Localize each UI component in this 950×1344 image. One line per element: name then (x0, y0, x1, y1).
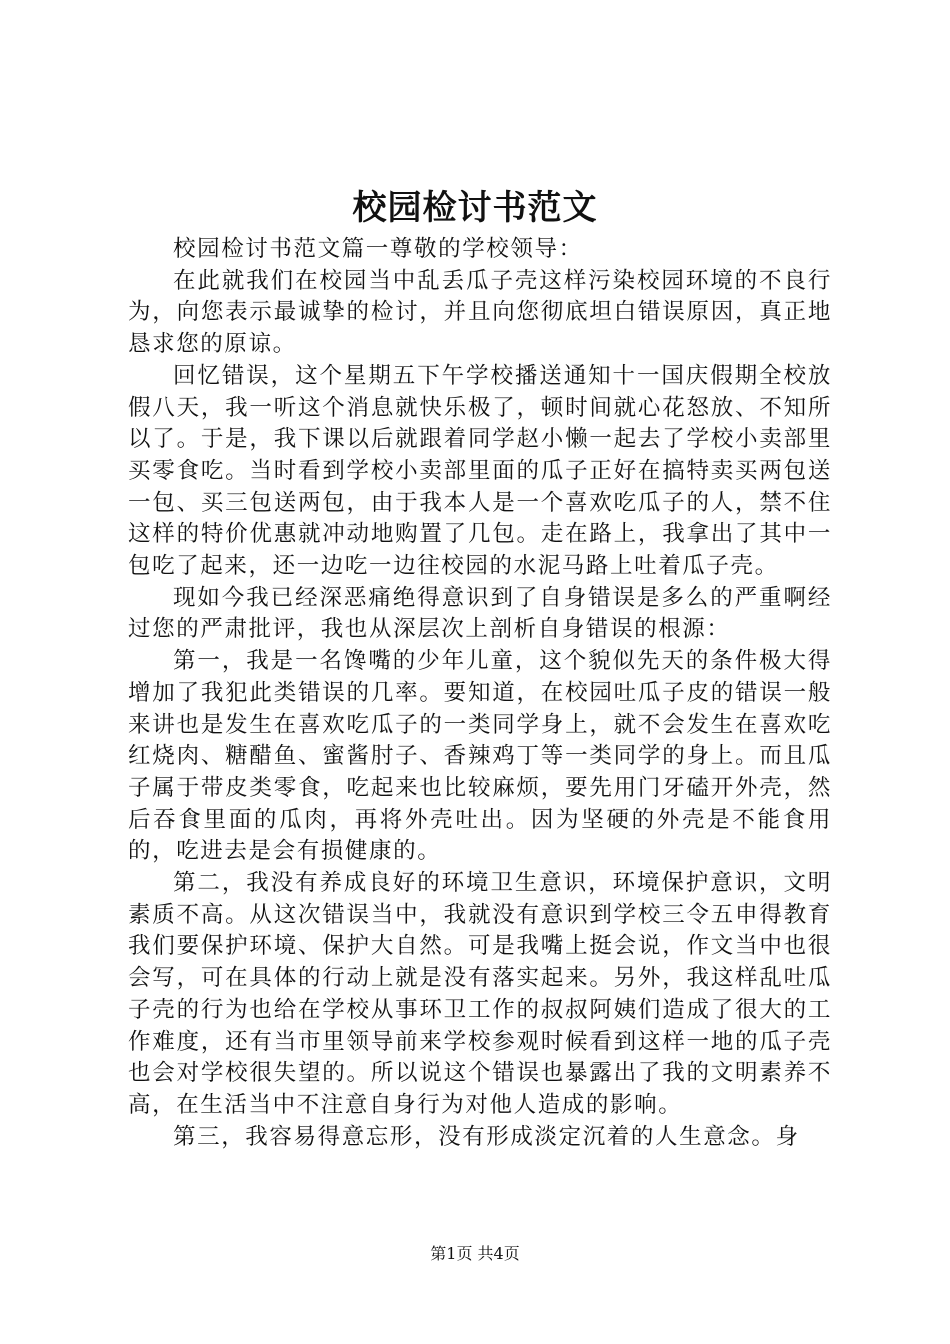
document-body (128, 234, 832, 1153)
paragraph-salutation: 校园检讨书范文篇一尊敬的学校领导： (173, 236, 583, 262)
paragraph-reason-one: 第一，我是一名馋嘴的少年儿童，这个貌似先天的条件极大得增加了我犯此类错误的几率。要知道，在校园吐瓜子皮的错误一般来讲也是发生在喜欢吃瓜子的一类同学身上，就不会发生在喜欢吃红烧肉、糖醋鱼、蜜酱肘子、香辣鸡丁等一类同学的身上。而且瓜子属于带皮类零食，吃起来也比较麻烦，要先用门牙磕开外壳，然后吞食里面的瓜肉，再将外壳吐出。因为坚硬的外壳是不能食用的，吃进去是会有损健康的。 (128, 648, 832, 865)
paragraph-recollection: 回忆错误，这个星期五下午学校播送通知十一国庆假期全校放假八天，我一听这个消息就快乐极了，顿时间就心花怒放、不知所以了。于是，我下课以后就跟着同学赵小懒一起去了学校小卖部里买零食吃。当时看到学校小卖部里面的瓜子正好在搞特卖买两包送一包、买三包送两包，由于我本人是一个喜欢吃瓜子的人，禁不住这样的特价优惠就冲动地购置了几包。走在路上，我拿出了其中一包吃了起来，还一边吃一边往校园的水泥马路上吐着瓜子壳。 (128, 362, 832, 580)
paragraph-reason-three: 第三，我容易得意忘形，没有形成淡定沉着的人生意念。身 (173, 1123, 800, 1150)
paragraph-apology: 在此就我们在校园当中乱丢瓜子壳这样污染校园环境的不良行为，向您表示最诚挚的检讨，并且向您彻底坦白错误原因，真正地恳求您的原谅。 (128, 267, 832, 358)
document-title: 校园检讨书范文 (352, 188, 598, 228)
page-number-footer: 第1页 共4页 (430, 1244, 520, 1263)
paragraph-reason-two: 第二，我没有养成良好的环境卫生意识，环境保护意识，文明素质不高。从这次错误当中，我就没有意识到学校三令五申得教育我们要保护环境、保护大自然。可是我嘴上挺会说，作文当中也很会写，可在具体的行动上就是没有落实起来。另外，我这样乱吐瓜子壳的行为也给在学校从事环卫工作的叔叔阿姨们造成了很大的工作难度，还有当市里领导前来学校参观时候看到这样一地的瓜子壳也会对学校很失望的。所以说这个错误也暴露出了我的文明素养不高，在生活当中不注意自身行为对他人造成的影响。 (128, 870, 832, 1118)
paragraph-realization: 现如今我已经深恶痛绝得意识到了自身错误是多么的严重啊经过您的严肃批评，我也从深层次上剖析自身错误的根源： (128, 584, 832, 643)
